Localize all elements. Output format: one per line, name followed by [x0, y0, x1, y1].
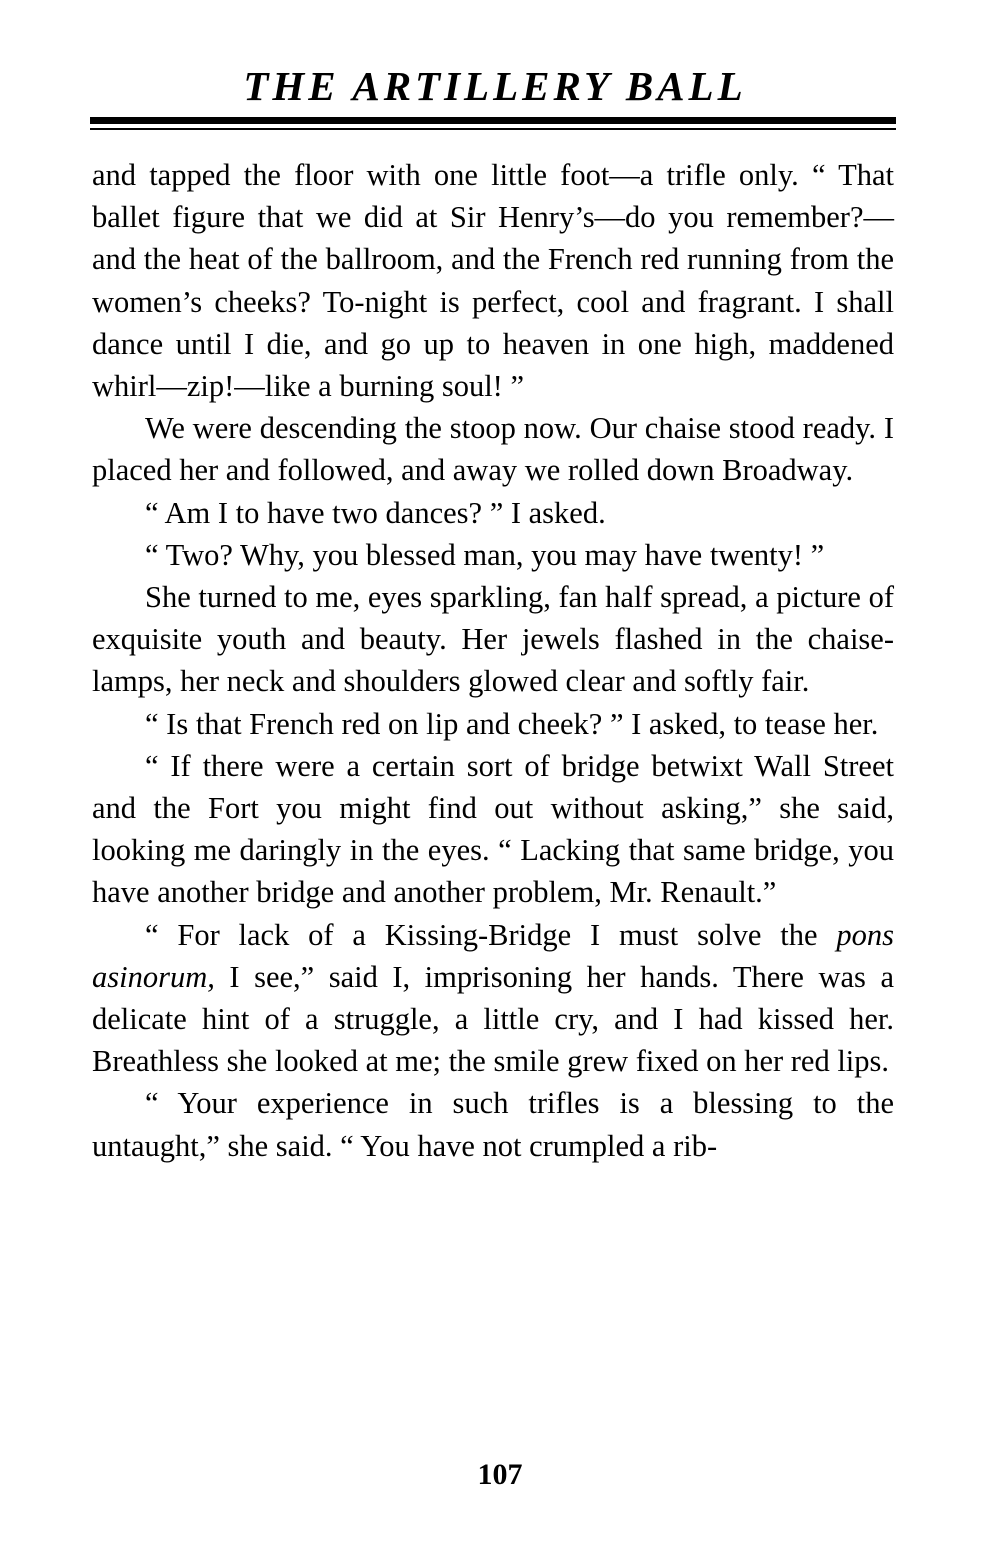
paragraph: We were descending the stoop now. Our chaise stood ready. I placed her and followed, and away we rolled down Broadway.	[92, 411, 894, 488]
paragraph: “ If there were a certain sort of bridge betwixt Wall Street and the Fort you might find out without asking,” she said, looking me daringly in the eyes. “ Lacking that same bridge, you have another bridge and another problem, Mr. Renault.”	[92, 748, 894, 910]
paragraph-continuation: and tapped the floor with one little foot—a trifle only. “ That ballet figure that we did at Sir Henry’s—do you remember?—and the heat of the ballroom, and the French red running from the women’s cheeks? To-night is perfect, cool and fragrant. I shall dance until I die, and go up to heaven in one high, maddened whirl—zip!—like a burning soul! ”	[92, 158, 894, 404]
paragraph	[92, 914, 894, 1083]
running-head: THE ARTILLERY BALL	[243, 63, 747, 109]
text-run: I see,” said I, imprisoning her hands. There was a delicate hint of a struggle, a little cry, and I had kissed her. Breathless she looked at me; the smile grew fixed on her red lips.	[92, 959, 894, 1079]
paragraph: She turned to me, eyes sparkling, fan half spread, a picture of exquisite youth and beauty. Her jewels flashed in the chaise-lamps, her neck and shoulders glowed clear and softly fair.	[92, 580, 894, 699]
header-rule-thin	[90, 128, 896, 130]
paragraph: “ Your experience in such trifles is a blessing to the untaught,” she said. “ You have not crumpled a rib-	[92, 1086, 894, 1163]
paragraph: “ Am I to have two dances? ” I asked.	[145, 495, 606, 530]
italic-phrase: pons asinorum,	[92, 917, 894, 994]
paragraph: “ Is that French red on lip and cheek? ” I asked, to tease her.	[145, 706, 879, 741]
page-number: 107	[477, 1458, 523, 1491]
header-rule-thick	[90, 117, 896, 124]
text-run: “ For lack of a Kissing-Bridge I must solve the	[145, 917, 837, 952]
paragraph: “ Two? Why, you blessed man, you may have twenty! ”	[145, 537, 825, 572]
body-text	[92, 154, 894, 1167]
